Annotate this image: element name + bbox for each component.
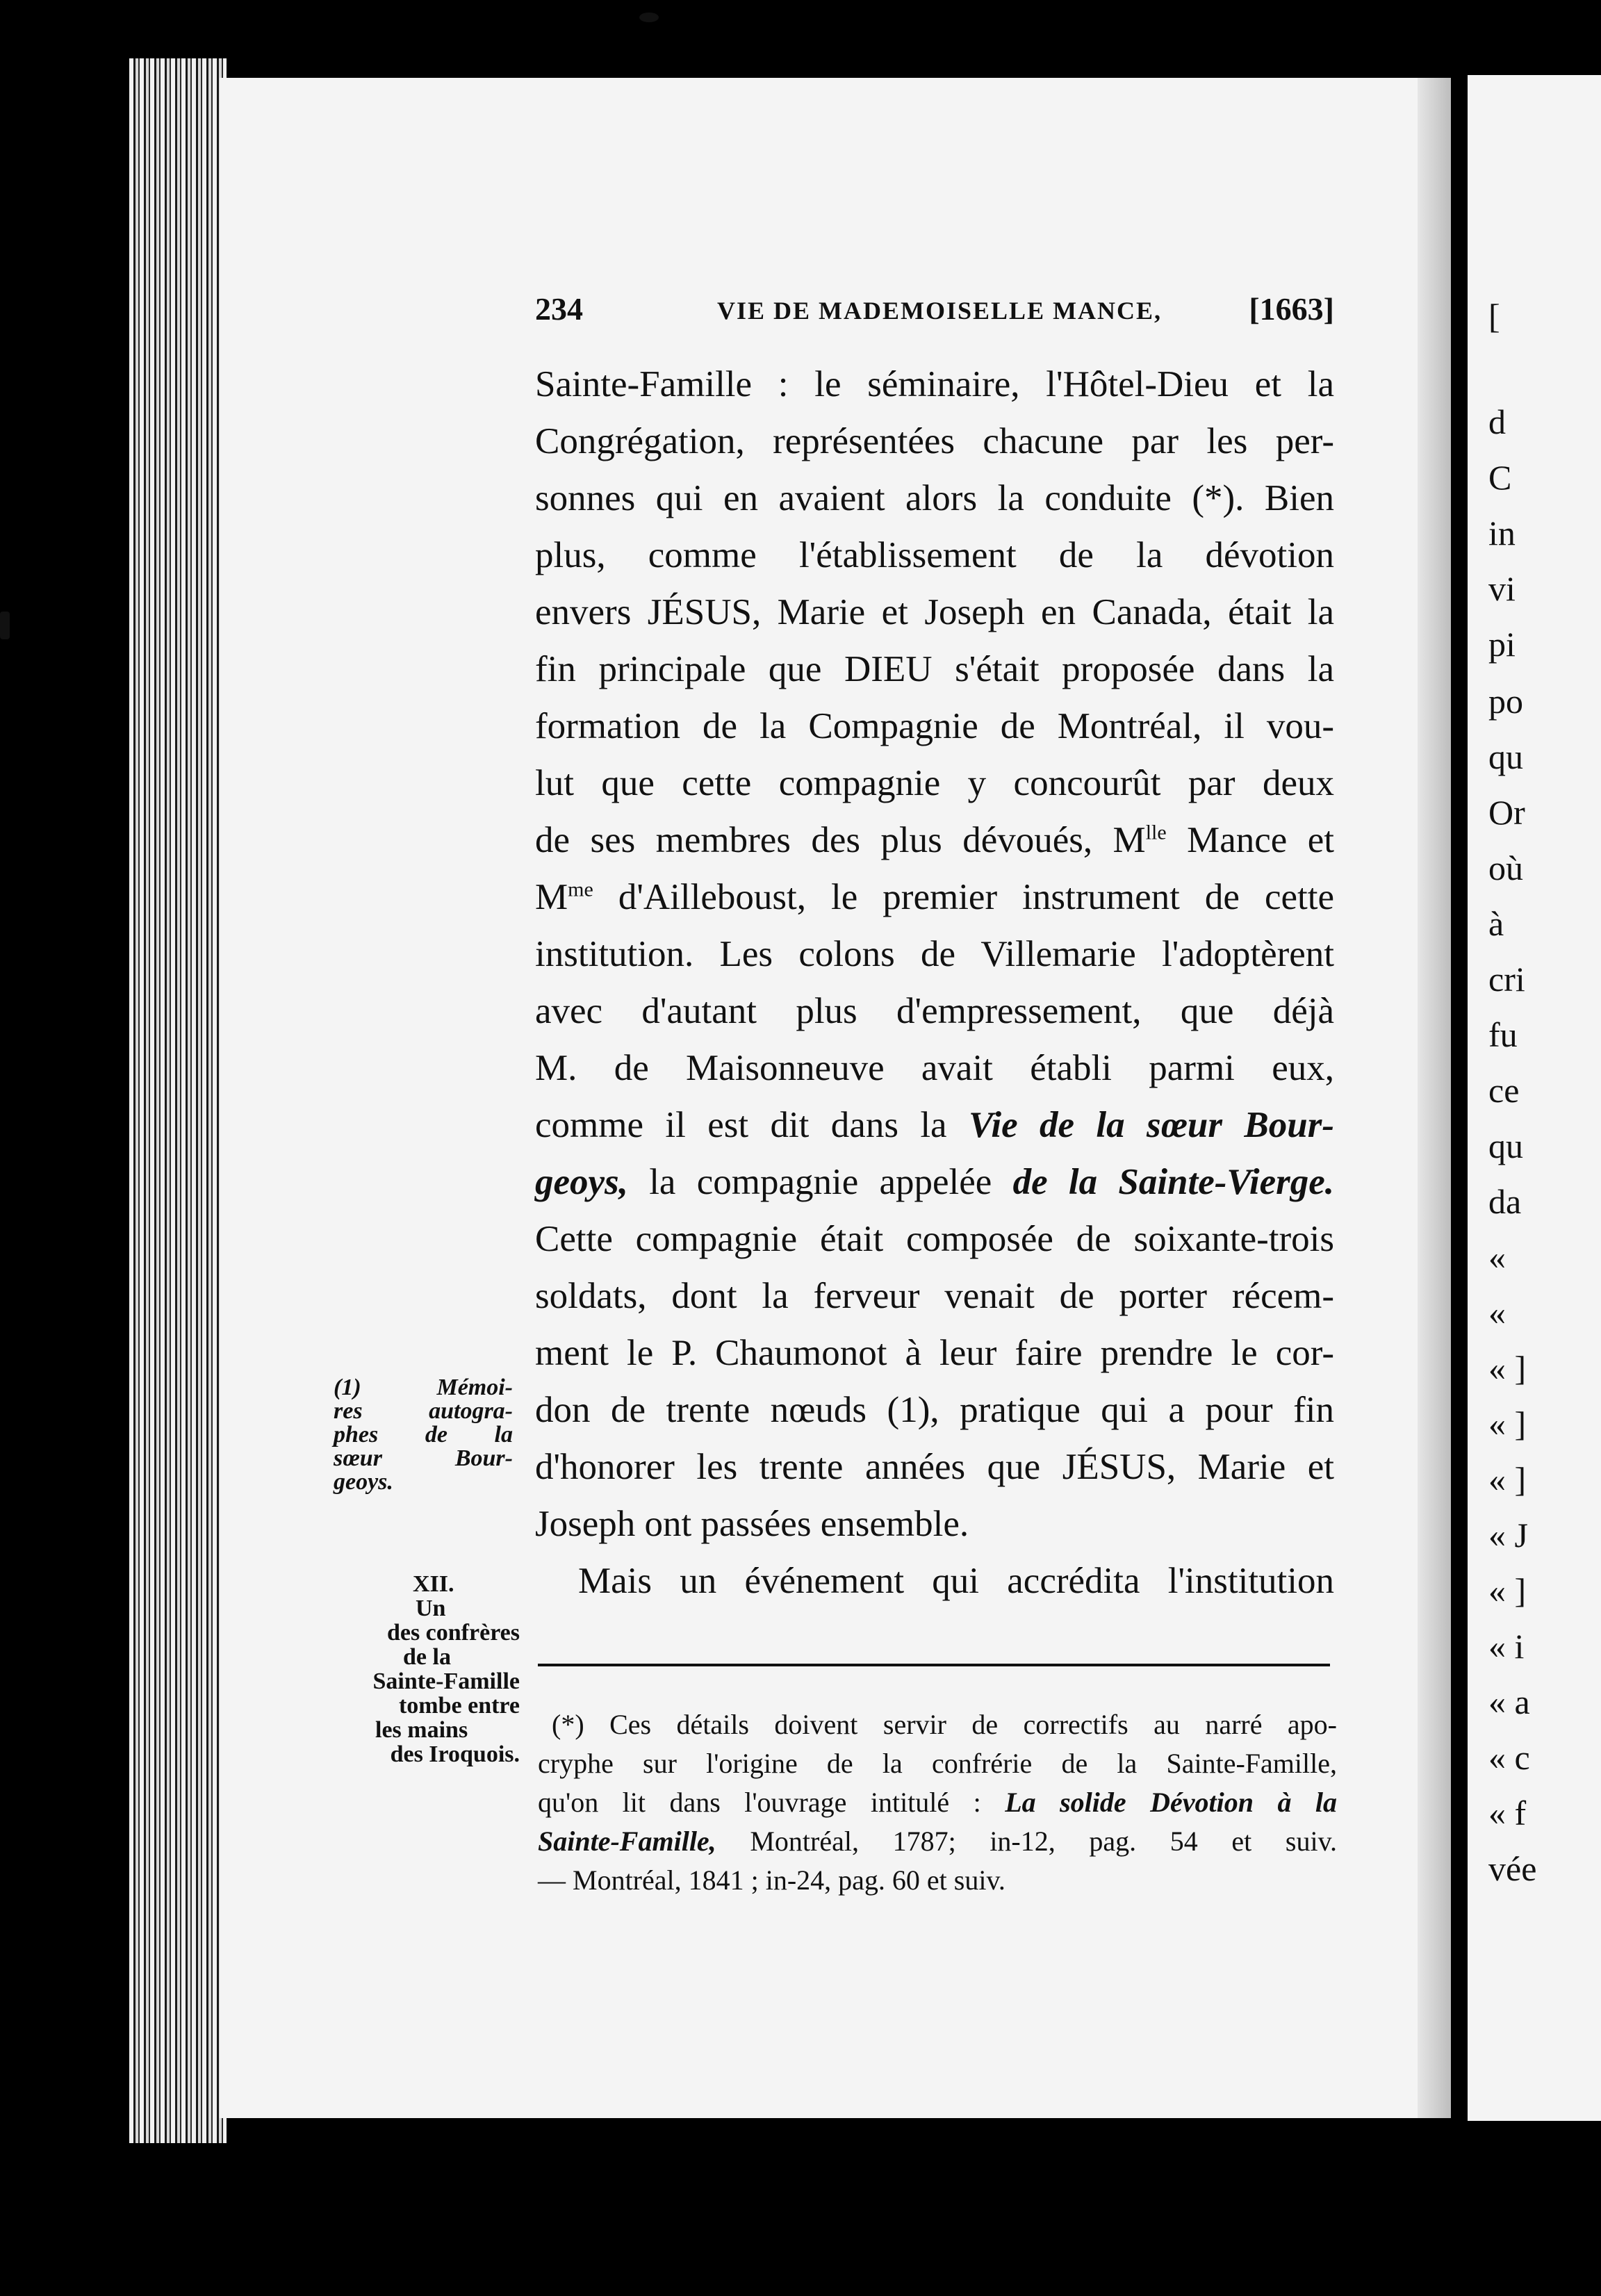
margin-note-line: (1) Mémoi- (334, 1375, 513, 1400)
footnote-line: qu'on lit dans l'ouvrage intitulé : La solide Dévotion à la (538, 1787, 1338, 1818)
footnote-line: cryphe sur l'origine de la confrérie de la Sainte-Famille, (538, 1748, 1337, 1779)
right-page-text-fragment: ce (1488, 1071, 1520, 1110)
right-page-text-fragment: [ (1488, 297, 1500, 336)
text-line: don de trente nœuds (1), pratique qui a pour fin (535, 1390, 1334, 1430)
right-page-text-fragment: « f (1488, 1794, 1527, 1832)
right-page-text-fragment: « ] (1488, 1571, 1527, 1610)
right-page-text-fragment: po (1488, 682, 1523, 721)
text-line: Congrégation, représentées chacune par les per- (535, 421, 1334, 461)
right-page-text-fragment: fu (1488, 1015, 1518, 1054)
right-page-text-fragment: pi (1488, 625, 1516, 664)
text-line: sonnes qui en avaient alors la conduite (*). Bien (535, 478, 1334, 518)
text-line: institution. Les colons de Villemarie l'adoptèrent (535, 934, 1334, 974)
scan-speck (0, 612, 10, 639)
right-page-text-fragment: « a (1488, 1682, 1530, 1721)
text-line: Cette compagnie était composée de soixante-trois (535, 1219, 1334, 1259)
right-page-fragment (1468, 75, 1601, 2121)
text-line: formation de la Compagnie de Montréal, il vou- (535, 706, 1334, 746)
text-line: Mais un événement qui accrédita l'institution (578, 1561, 1334, 1601)
right-page-text-fragment: à (1488, 904, 1504, 943)
right-page-text-fragment: C (1488, 458, 1512, 497)
text-line: d'honorer les trente années que JÉSUS, Marie et (535, 1447, 1334, 1487)
right-page-text-fragment: qu (1488, 1126, 1523, 1165)
right-page-text-fragment: « ] (1488, 1460, 1527, 1499)
right-page-text-fragment: cri (1488, 960, 1525, 999)
right-page-text-fragment: « ] (1488, 1349, 1527, 1388)
page-edges (129, 58, 227, 2143)
margin-note-line: des Iroquois. (390, 1741, 520, 1767)
footnote-rule (538, 1664, 1330, 1666)
margin-note-line: Un (416, 1596, 446, 1621)
page-gutter-shadow (1418, 78, 1451, 2118)
running-header (535, 290, 1334, 332)
page-number: 234 (535, 291, 583, 327)
margin-note-reference (334, 1376, 513, 1494)
right-page-text-fragment: da (1488, 1182, 1522, 1221)
text-line: envers JÉSUS, Marie et Joseph en Canada, était la (535, 592, 1334, 632)
right-page-text-fragment: « (1488, 1293, 1506, 1332)
right-page-text-fragment: « J (1488, 1516, 1528, 1555)
text-line: $M^{me}$ d'Ailleboust, le premier instrument de cette (535, 877, 1334, 917)
footnote (538, 1705, 1337, 1900)
text-line: soldats, dont la ferveur venait de porter récem- (535, 1276, 1334, 1316)
right-page-text-fragment: d (1488, 402, 1506, 441)
right-page-text-fragment: Or (1488, 793, 1525, 832)
margin-note-line: des confrères (386, 1620, 520, 1646)
margin-note-line: sœur Bour- (334, 1445, 513, 1471)
margin-note-line: Sainte-Famille (372, 1668, 520, 1694)
right-page-text-fragment: vi (1488, 569, 1516, 608)
year-marker: [1663] (1249, 291, 1334, 327)
right-page-text-fragment: vée (1488, 1849, 1537, 1888)
footnote-line: Sainte-Famille, Montréal, 1787; in-12, pag. 54 et suiv. (538, 1826, 1337, 1857)
margin-note-line: res autogra- (334, 1398, 513, 1424)
running-title: VIE DE MADEMOISELLE MANCE, (717, 297, 1163, 325)
margin-note-section (336, 1572, 520, 1766)
right-page-text-fragment: « (1488, 1238, 1506, 1277)
right-page-text-fragment: in (1488, 514, 1516, 552)
margin-note-line: tombe entre (398, 1693, 520, 1719)
scan-speck (639, 13, 659, 22)
text-line: Joseph ont passées ensemble. (535, 1504, 969, 1544)
text-line: comme il est dit dans la Vie de la sœur Bour- (535, 1105, 1335, 1145)
right-page-text-fragment: où (1488, 848, 1523, 887)
footnote-line: (*) Ces détails doivent servir de correctifs au narré apo- (552, 1709, 1337, 1740)
right-page-text-fragment: « c (1488, 1738, 1530, 1777)
footnote-line: — Montréal, 1841 ; in-24, pag. 60 et suiv. (538, 1864, 1005, 1896)
margin-note-line: les mains (375, 1717, 468, 1743)
margin-note-line: XII. (413, 1571, 454, 1597)
margin-note-line: geoys. (334, 1469, 393, 1495)
text-line: de ses membres des plus dévoués, $M^{lle}$ Mance et (535, 820, 1334, 860)
text-line: geoys, la compagnie appelée de la Sainte-Vierge. (535, 1162, 1334, 1202)
text-line: ment le P. Chaumonot à leur faire prendre le cor- (535, 1333, 1334, 1373)
binding-gutter (1451, 69, 1468, 2126)
text-line: Sainte-Famille : le séminaire, l'Hôtel-Dieu et la (535, 364, 1334, 404)
main-text (535, 356, 1334, 1609)
text-line: fin principale que DIEU s'était proposée dans la (535, 649, 1334, 689)
text-line: avec d'autant plus d'empressement, que déjà (535, 991, 1334, 1031)
text-line: M. de Maisonneuve avait établi parmi eux, (535, 1048, 1334, 1088)
text-line: plus, comme l'établissement de la dévotion (535, 535, 1334, 575)
right-page-text-fragment: « i (1488, 1627, 1525, 1666)
right-page-text-fragment: « ] (1488, 1404, 1527, 1443)
text-line: lut que cette compagnie y concourût par deux (535, 763, 1334, 803)
margin-note-line: de la (403, 1644, 451, 1670)
margin-note-line: phes de la (334, 1422, 513, 1448)
right-page-text-fragment: qu (1488, 737, 1523, 776)
